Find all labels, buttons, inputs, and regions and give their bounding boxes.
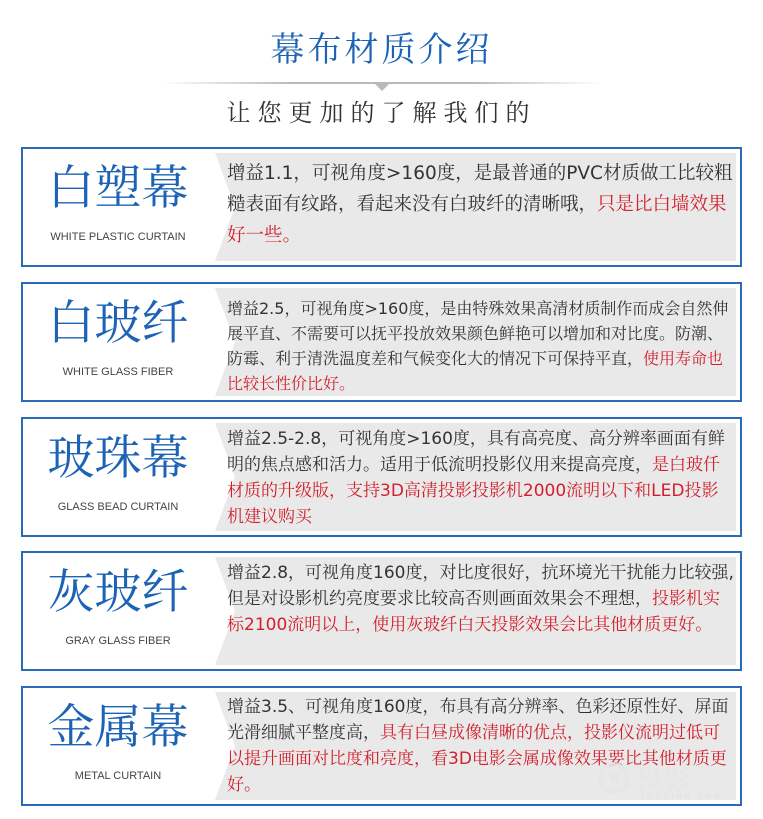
description-highlight: 是白玻仟材质的升级版，支持3D高清投影投影机2000流明以下和LED投影机建议购买	[227, 455, 720, 527]
material-name: 灰玻纤	[47, 565, 189, 620]
material-english-name: GLASS BEAD CURTAIN	[57, 501, 179, 513]
material-card-gray-glass-fiber	[21, 551, 742, 671]
material-card-white-glass-fiber	[21, 282, 742, 402]
description-text: 增益2.5，可视角度>160度，是由特殊效果高清材质制作而成会自然伸展平直、不需要可以抚平投放效果颜色鲜艳可以增加和对比度。防潮、防霉、利于清洗温度差和气候变化大的情况下可保持平直，	[227, 299, 729, 368]
page-subtitle: 让您更加的了解我们的	[226, 99, 537, 127]
description-highlight: 具有白昼成像清晰的优点，投影仪流明过低可以提升画面对比度和亮度，看3D电影会属成像效果要比其他材质更好。	[227, 723, 727, 795]
description-text: 增益2.5-2.8，可视角度>160度，具有高亮度、高分辨率画面有鲜明的焦点感和活力。适用于低流明投影仪用来提高亮度，	[227, 429, 725, 475]
watermark-subtext: TOUYING.COM	[640, 793, 724, 800]
material-description	[227, 560, 735, 638]
description-text: 增益2.8，可视角度160度，对比度很好，抗环境光干扰能力比较强,但是对设影机约亮度要求比较高否则画面效果会不理想，	[227, 563, 734, 609]
site-watermark	[596, 760, 746, 806]
material-name: 白玻纤	[47, 296, 189, 351]
description-highlight: 使用寿命也比较长性价比好。	[227, 349, 724, 393]
watermark-text: 投影	[636, 766, 691, 796]
material-english-name: METAL CURTAIN	[74, 770, 162, 782]
material-description	[227, 296, 735, 396]
material-name: 金属幕	[47, 700, 189, 755]
material-card-glass-bead	[21, 417, 742, 537]
material-card-white-plastic	[21, 147, 742, 267]
material-english-name: WHITE GLASS FIBER	[62, 366, 174, 378]
material-description	[227, 426, 735, 530]
description-highlight: 投影机实标2100流明以上，使用灰玻纤白天投影效果会比其他材质更好。	[227, 589, 720, 635]
description-text: 增益3.5、可视角度160度，布具有高分辨率、色彩还原性好、屏面光滑细腻平整度高，	[227, 697, 729, 743]
material-name: 玻珠幕	[47, 431, 189, 486]
description-highlight: 只是比白墙效果好一些。	[227, 194, 727, 246]
watermark-logo-dot	[609, 773, 619, 783]
material-english-name: GRAY GLASS FIBER	[65, 635, 171, 647]
material-name: 白塑幕	[47, 161, 189, 216]
material-english-name: WHITE PLASTIC CURTAIN	[50, 231, 186, 243]
description-text: 增益1.1，可视角度>160度，是最普通的PVC材质做工比较粗糙表面有纹路，看起来没有白玻纤的清晰哦，	[227, 163, 733, 215]
title-divider-arrow	[374, 83, 390, 91]
material-description	[227, 158, 735, 251]
page-title: 幕布材质介绍	[270, 30, 493, 70]
